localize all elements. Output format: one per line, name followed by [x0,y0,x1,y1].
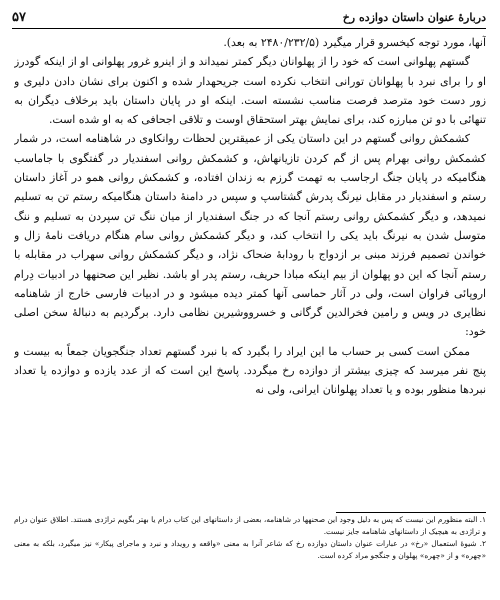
paragraph: گستهم پهلوانی است که خود را از پهلوانان دیگر کمتر نمیداند و از اینرو غرور پهلوانی او از اینکه گودرز او را برای نبرد با پهلوانان تورانی انتخاب نکرده است جریحهدار شده و اکنون برای نشان دادن دلیری و زور دست خود مترصد فرصت مناسب نشسته است. اینکه او در پایان داستان باید برخلاف دیگران به تنهائی با دو تن مبارزه کند، برای نمایش بهتر استحقاق اوست و تلاقی اجحافی که به او شده است. [14,55,486,127]
footnote: ۲. شیوهٔ استعمال «رخ» در عبارات عنوان داستان دوازده رخ که شاعر آنرا به معنی «واقعه و رویداد و نبرد و ماجرای پیکار» نیز میگیرد، بلکه به معنی «چهره» و از «چهره» پهلوان و جنگجو مراد کرده است. [14,539,486,560]
paragraph: ممکن است کسی بر حساب ما این ایراد را بگیرد که با نبرد گستهم تعداد جنگجویان جمعاً به بیست و پنج نفر میرسد که چیزی بیشتر از دوازده رخ میگردد. پاسخ این است که از عدد یازده و دوازده یا تعداد نبردها منظور بوده و یا تعداد پهلوانان ایرانی، ولی نه [14,344,486,397]
footnotes [14,514,486,594]
body-text [14,33,486,511]
footnote: ۱. البته منظورم این نیست که پس به دلیل وجود این صحنهها در شاهنامه، بعضی از داستانهای این کتاب درام یا بهتر بگویم تراژدی هستند. اطلاق عنوان درام و تراژدی به هیچیک از داستانهای شاهنامه جایز نیست. [14,515,486,536]
header-rule [12,28,486,29]
page-number: ۵۷ [12,9,26,25]
paragraph: کشمکش روانی گستهم در این داستان یکی از عمیقترین لحظات روانکاوی در شاهنامه است، در شمار کشمکش روانی بهرام پس از گم کردن تازیانهاش، و کشمکش روانی اسفندیار در گفتگوی با جاماسب هنگامیکه در پایان جنگ ارجاسب به تهمت گرزم به زندان افتاده، و کشمکش روانی همو در آغاز داستان رستم و اسفندیار در مقابل نیرنگ پدرش گشتاسپ و سپس در دامنهٔ داستان هنگامیکه رستم تن به تسلیم نمیدهد، و دیگر کشمکش روانی رستم آنجا که در جنگ اسفندیار از میان ننگ تن سپردن به تسلیم و ننگ متوسل شدن به نیرنگ باید یکی را انتخاب کند، و دیگر کشمکش روانی سام هنگام دریافت نامهٔ زال و خواندن تصمیم فرزند مبنی بر ازدواج با رودابهٔ ضحاک نژاد، و دیگر کشمکش روانی سهراب در مقابله با رستم آنجا که این دو پهلوان از بیم اینکه مبادا حریف، رستم پدر او باشد. نظیر این صحنهها در ادبیات دِرام اروپائی فراوان است، ولی در آثار حماسی آنها کمتر دیده میشود و در ادبیات فارسی خارج از شاهنامه نظایری در ویس و رامین فخرالدین گرگانی و خسرووشیرین نظامی دارد. برگردیم به دنبالهٔ سخن اصلی خود: [14,132,486,339]
paragraph: آنها، مورد توجه کیخسرو قرار میگیرد (۲۴۸۰/۲۳۲/۵ به بعد). [223,36,486,49]
running-title: دربارهٔ عنوان داستان دوازده رخ [342,10,486,24]
page-header [12,8,486,26]
footnote-rule [336,512,486,513]
